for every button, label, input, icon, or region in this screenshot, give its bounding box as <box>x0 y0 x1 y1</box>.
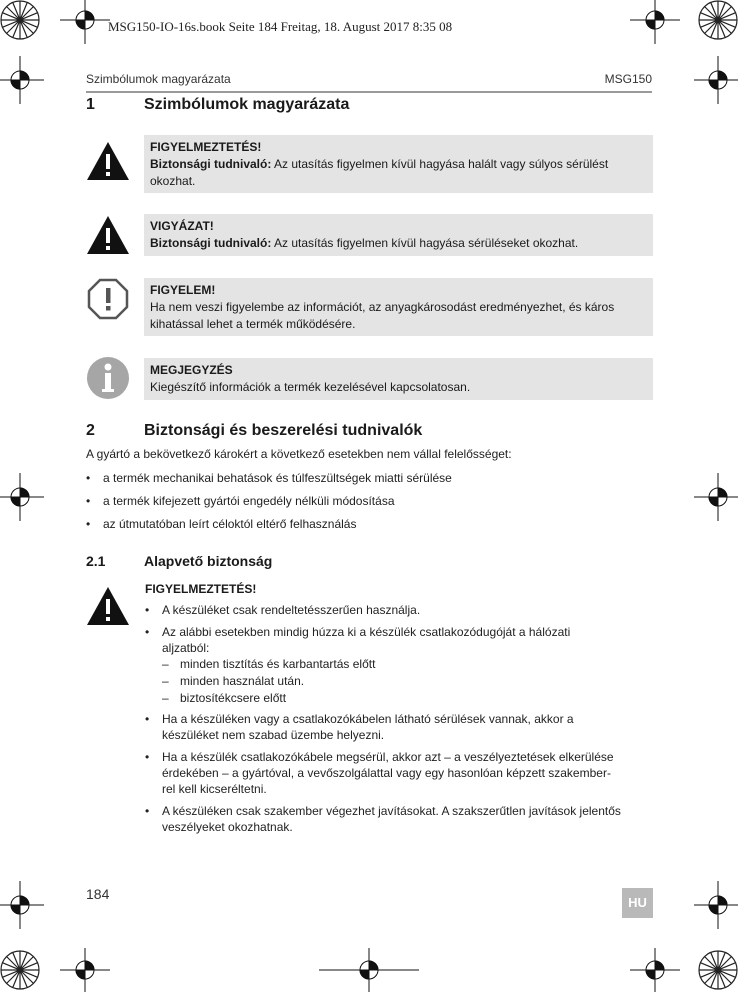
dash: – <box>162 674 169 688</box>
section-2-heading <box>86 422 652 444</box>
starburst-mark-bottom-left <box>1 951 39 989</box>
list-item <box>86 493 652 509</box>
notice-signal-word: FIGYELEM! <box>150 283 216 297</box>
crosshair-mark-bottom-right <box>630 948 680 992</box>
list-item <box>86 470 652 486</box>
list-item-text: aljzatból: <box>162 641 210 655</box>
notice-octagon-icon <box>86 277 130 321</box>
crosshair-mark-right-bottom <box>694 881 738 929</box>
running-header-right: MSG150 <box>604 72 652 86</box>
list-item-text: a termék kifejezett gyártói engedély nélküli módosítása <box>103 494 395 508</box>
list-item-text: érdekében – a gyártóval, a vevőszolgálattal vagy egy hasonlóan képzett szakember- <box>162 766 611 780</box>
list-item-text: Az alábbi esetekben mindig húzza ki a készülék csatlakozódugóját a hálózati <box>162 625 571 639</box>
section-2-1-heading <box>86 553 652 573</box>
notice-signal-word: FIGYELMEZTETÉS! <box>150 140 262 154</box>
section-number: 2 <box>86 422 95 439</box>
notice-text: Az utasítás figyelmen kívül hagyása sérüléseket okozhat. <box>271 236 579 250</box>
sub-list-item-text: minden használat után. <box>180 674 305 688</box>
crosshair-mark-left-top <box>0 56 44 104</box>
bullet: • <box>86 517 91 531</box>
notice-caution <box>144 214 653 256</box>
notice-signal-word: VIGYÁZAT! <box>150 219 214 233</box>
running-header-left: Szimbólumok magyarázata <box>86 72 231 86</box>
sub-list-item <box>162 690 652 706</box>
print-header: MSG150-IO-16s.book Seite 184 Freitag, 18. August 2017 8:35 08 <box>108 19 453 34</box>
starburst-mark-bottom-right <box>699 951 737 989</box>
crosshair-mark-top-right <box>630 0 680 44</box>
header-rule <box>86 91 652 93</box>
sub-list-item-text: minden tisztítás és karbantartás előtt <box>180 657 376 671</box>
crosshair-mark-left-mid <box>0 473 44 521</box>
list-item-text: Ha a készüléken vagy a csatlakozókábelen látható sérülések vannak, akkor a <box>162 712 574 726</box>
bullet: • <box>86 494 91 508</box>
section-title: Szimbólumok magyarázata <box>144 96 350 113</box>
bullet: • <box>145 750 150 764</box>
language-badge: HU <box>622 888 653 918</box>
sub-list-item <box>162 673 652 689</box>
warning-triangle-icon <box>86 214 130 258</box>
section-title: Biztonsági és beszerelési tudnivalók <box>144 422 423 439</box>
notice-signal-word: MEGJEGYZÉS <box>150 363 233 377</box>
notice-note <box>144 358 653 400</box>
list-item-text: a termék mechanikai behatások és túlfeszültségek miatti sérülése <box>103 471 452 485</box>
bullet: • <box>145 603 150 617</box>
dash: – <box>162 657 169 671</box>
list-item-text: veszélyeket okozhatnak. <box>162 820 293 834</box>
list-item-text: A készüléken csak szakember végezhet javításokat. A szakszerűtlen javítások jelentős <box>162 804 621 818</box>
crosshair-mark-bottom-left <box>60 948 110 992</box>
section-number: 1 <box>86 96 95 113</box>
notice-attention <box>144 278 653 336</box>
notice-text: Kiegészítő információk a termék kezelésével kapcsolatosan. <box>150 380 471 394</box>
crosshair-mark-right-top <box>694 56 738 104</box>
notice-lead: Biztonsági tudnivaló: <box>150 157 272 171</box>
list-item-text: rel kell kicseréltetni. <box>162 782 267 796</box>
section-title: Alapvető biztonság <box>144 553 273 569</box>
crosshair-mark-left-bottom <box>0 881 44 929</box>
notice-lead: Biztonsági tudnivaló: <box>150 236 272 250</box>
list-item <box>145 711 655 743</box>
section-2-intro: A gyártó a bekövetkező károkért a következő esetekben nem vállal felelősséget: <box>86 447 512 461</box>
list-item <box>145 749 655 797</box>
list-item-text: az útmutatóban leírt céloktól eltérő felhasználás <box>103 517 357 531</box>
page-number: 184 <box>86 886 110 902</box>
starburst-mark-top-left <box>1 1 39 39</box>
list-item-text: A készüléket csak rendeltetésszerűen használja. <box>162 603 421 617</box>
crosshair-mark-bottom-center <box>319 948 419 992</box>
crosshair-mark-top-left <box>60 0 110 44</box>
list-item <box>86 516 652 532</box>
notice-warning <box>144 135 653 193</box>
list-item <box>145 624 655 656</box>
list-item-text: Ha a készülék csatlakozókábele megsérül, akkor azt – a veszélyeztetések elkerülése <box>162 750 614 764</box>
bullet: • <box>145 804 150 818</box>
bullet: • <box>145 712 150 726</box>
info-circle-icon <box>86 356 130 400</box>
crosshair-mark-right-mid <box>694 473 738 521</box>
notice-text: Ha nem veszi figyelembe az információt, az anyagkárosodást eredményezhet, és káros kihatással lehet a termék működésére. <box>150 300 615 331</box>
bullet: • <box>145 625 150 639</box>
bullet: • <box>86 471 91 485</box>
list-item <box>145 602 655 618</box>
warning-triangle-icon <box>86 585 130 629</box>
warning-triangle-icon <box>86 140 130 184</box>
sub-list-item-text: biztosítékcsere előtt <box>180 691 287 705</box>
section-1-heading <box>86 96 652 118</box>
notice-text: Az utasítás figyelmen kívül hagyása halált vagy súlyos sérülést okozhat. <box>150 157 609 188</box>
starburst-mark-top-right <box>699 1 737 39</box>
dash: – <box>162 691 169 705</box>
section-2-1-signal-word: FIGYELMEZTETÉS! <box>145 582 257 596</box>
list-item-text: készüléket nem szabad üzembe helyezni. <box>162 728 385 742</box>
sub-list-item <box>162 656 652 672</box>
section-number: 2.1 <box>86 553 106 569</box>
list-item <box>145 803 655 835</box>
